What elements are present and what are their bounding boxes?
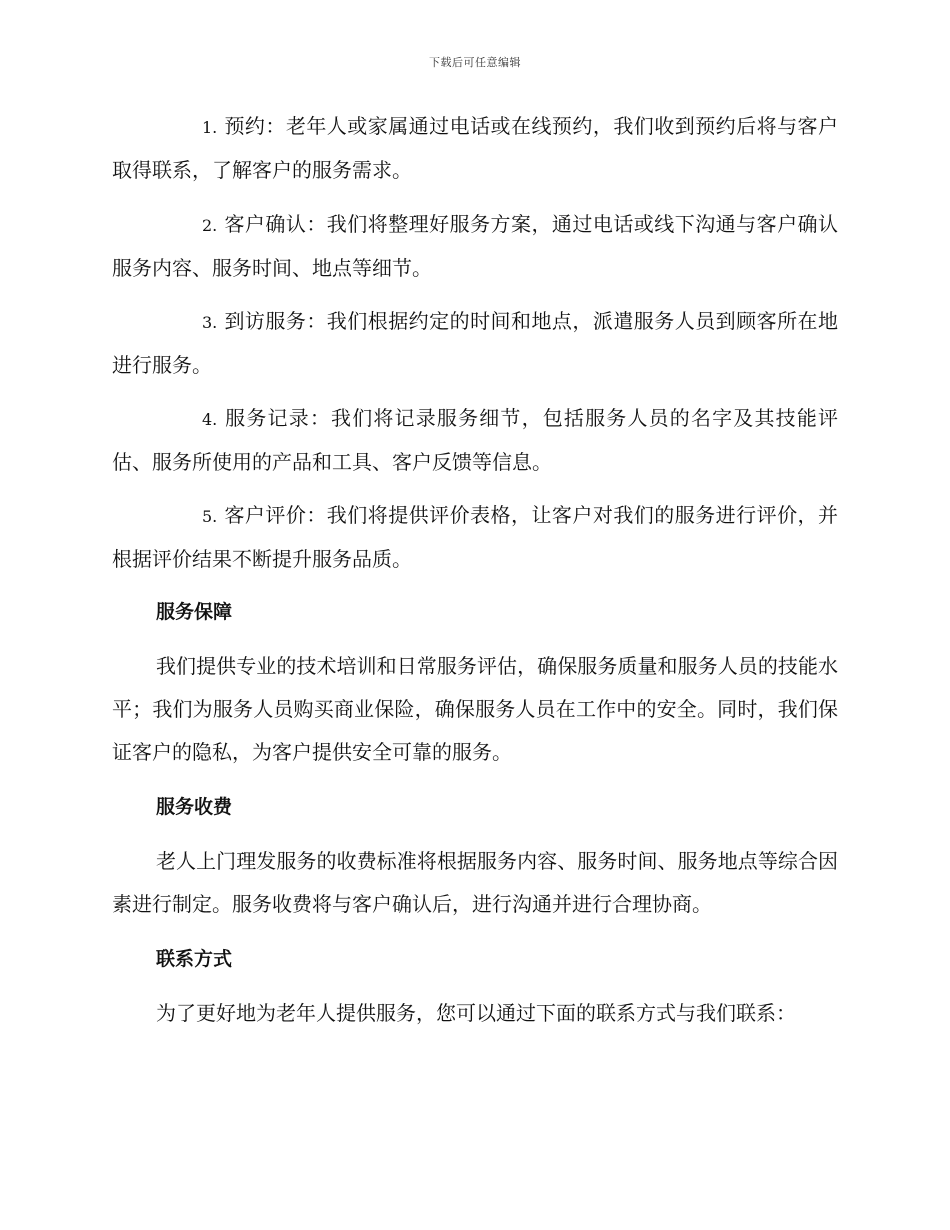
step-item [112, 105, 838, 192]
step-item [112, 300, 838, 387]
step-number: 3. [202, 313, 218, 332]
step-text: 服务记录：我们将记录服务细节，包括服务人员的名字及其技能评估、服务所使用的产品和工具、客户反馈等信息。 [112, 406, 838, 474]
step-number: 4. [202, 410, 218, 429]
step-item [112, 494, 838, 581]
step-item [112, 203, 838, 290]
section-paragraph: 为了更好地为老年人提供服务，您可以通过下面的联系方式与我们联系： [156, 1001, 796, 1025]
step-text: 预约：老年人或家属通过电话或在线预约，我们收到预约后将与客户取得联系，了解客户的服务需求。 [112, 114, 838, 182]
step-text: 客户评价：我们将提供评价表格，让客户对我们的服务进行评价，并根据评价结果不断提升服务品质。 [112, 503, 838, 571]
step-number: 2. [202, 216, 218, 235]
header-note: 下载后可任意编辑 [429, 56, 521, 69]
step-text: 客户确认：我们将整理好服务方案，通过电话或线下沟通与客户确认服务内容、服务时间、地点等细节。 [112, 212, 838, 280]
step-number: 1. [202, 118, 218, 137]
section-heading: 服务保障 [156, 601, 233, 623]
section-paragraph: 我们提供专业的技术培训和日常服务评估，确保服务质量和服务人员的技能水平；我们为服务人员购买商业保险，确保服务人员在工作中的安全。同时，我们保证客户的隐私，为客户提供安全可靠的服务。 [112, 654, 838, 764]
section-heading: 服务收费 [156, 796, 233, 818]
step-item [112, 397, 838, 484]
step-text: 到访服务：我们根据约定的时间和地点，派遣服务人员到顾客所在地进行服务。 [112, 309, 838, 377]
step-number: 5. [202, 507, 218, 526]
section-heading: 联系方式 [156, 948, 233, 970]
section-paragraph: 老人上门理发服务的收费标准将根据服务内容、服务时间、服务地点等综合因素进行制定。服务收费将与客户确认后，进行沟通并进行合理协商。 [112, 849, 838, 916]
